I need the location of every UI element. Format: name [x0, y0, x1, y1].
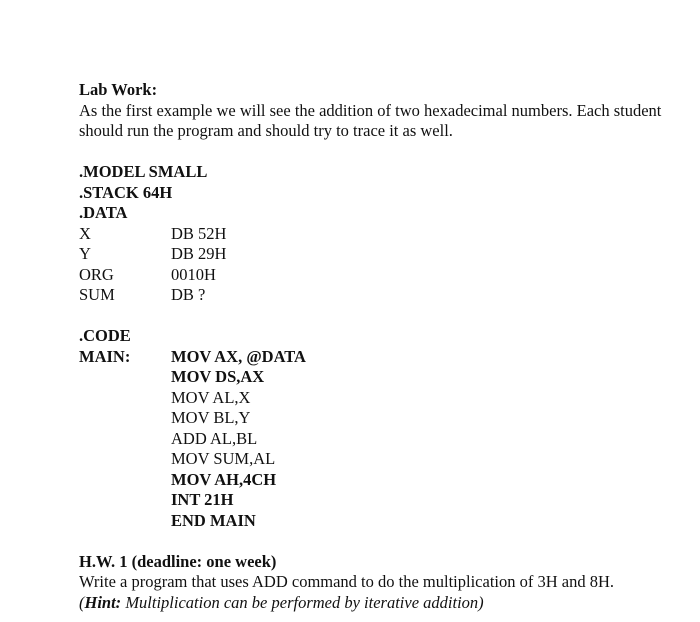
hint-label: Hint:	[84, 592, 122, 612]
instruction-row	[79, 449, 679, 470]
data-value: DB 52H	[171, 223, 227, 243]
instruction: MOV SUM,AL	[171, 449, 276, 468]
instruction: MOV AL,X	[171, 387, 251, 407]
hint-open-paren: (	[79, 592, 85, 612]
instruction: MOV AX, @DATA	[171, 346, 306, 366]
data-value: DB 29H	[171, 244, 227, 263]
instruction-row	[79, 347, 679, 368]
data-row-org	[79, 265, 679, 286]
data-row-y	[79, 244, 679, 265]
data-row-sum	[79, 285, 679, 306]
data-label: X	[79, 223, 91, 243]
homework-task: Write a program that uses ADD command to do the multiplication of 3H and 8H.	[79, 572, 615, 591]
data-label: SUM	[79, 285, 115, 304]
instruction: MOV DS,AX	[171, 367, 265, 386]
document-body	[79, 80, 679, 613]
hint-text: Multiplication can be performed by iterative addition)	[121, 592, 484, 612]
data-directive: .DATA	[79, 203, 128, 222]
data-row-x	[79, 224, 679, 245]
instruction-row	[79, 408, 679, 429]
instruction-row	[79, 490, 679, 511]
data-value: DB ?	[171, 285, 206, 304]
instruction-row	[79, 470, 679, 491]
model-directive: .MODEL SMALL	[79, 162, 208, 181]
data-label: Y	[79, 244, 91, 263]
instruction-row	[79, 511, 679, 532]
data-label: ORG	[79, 264, 114, 284]
instruction: INT 21H	[171, 490, 234, 509]
data-value: 0010H	[171, 264, 216, 284]
homework-hint	[79, 593, 679, 614]
intro-paragraph: As the first example we will see the addition of two hexadecimal numbers. Each student should run the program and should try to trace it as well.	[79, 100, 662, 140]
lab-work-heading: Lab Work:	[79, 80, 158, 99]
instruction-row	[79, 388, 679, 409]
instruction: END MAIN	[171, 510, 256, 530]
stack-directive: .STACK 64H	[79, 182, 173, 202]
instruction: MOV BL,Y	[171, 408, 251, 427]
main-label: MAIN:	[79, 346, 131, 366]
instruction: MOV AH,4CH	[171, 469, 277, 489]
instruction-row	[79, 429, 679, 450]
homework-title: H.W. 1 (deadline: one week)	[79, 551, 277, 571]
instruction-row	[79, 367, 679, 388]
instruction: ADD AL,BL	[171, 428, 258, 448]
code-directive: .CODE	[79, 326, 131, 345]
